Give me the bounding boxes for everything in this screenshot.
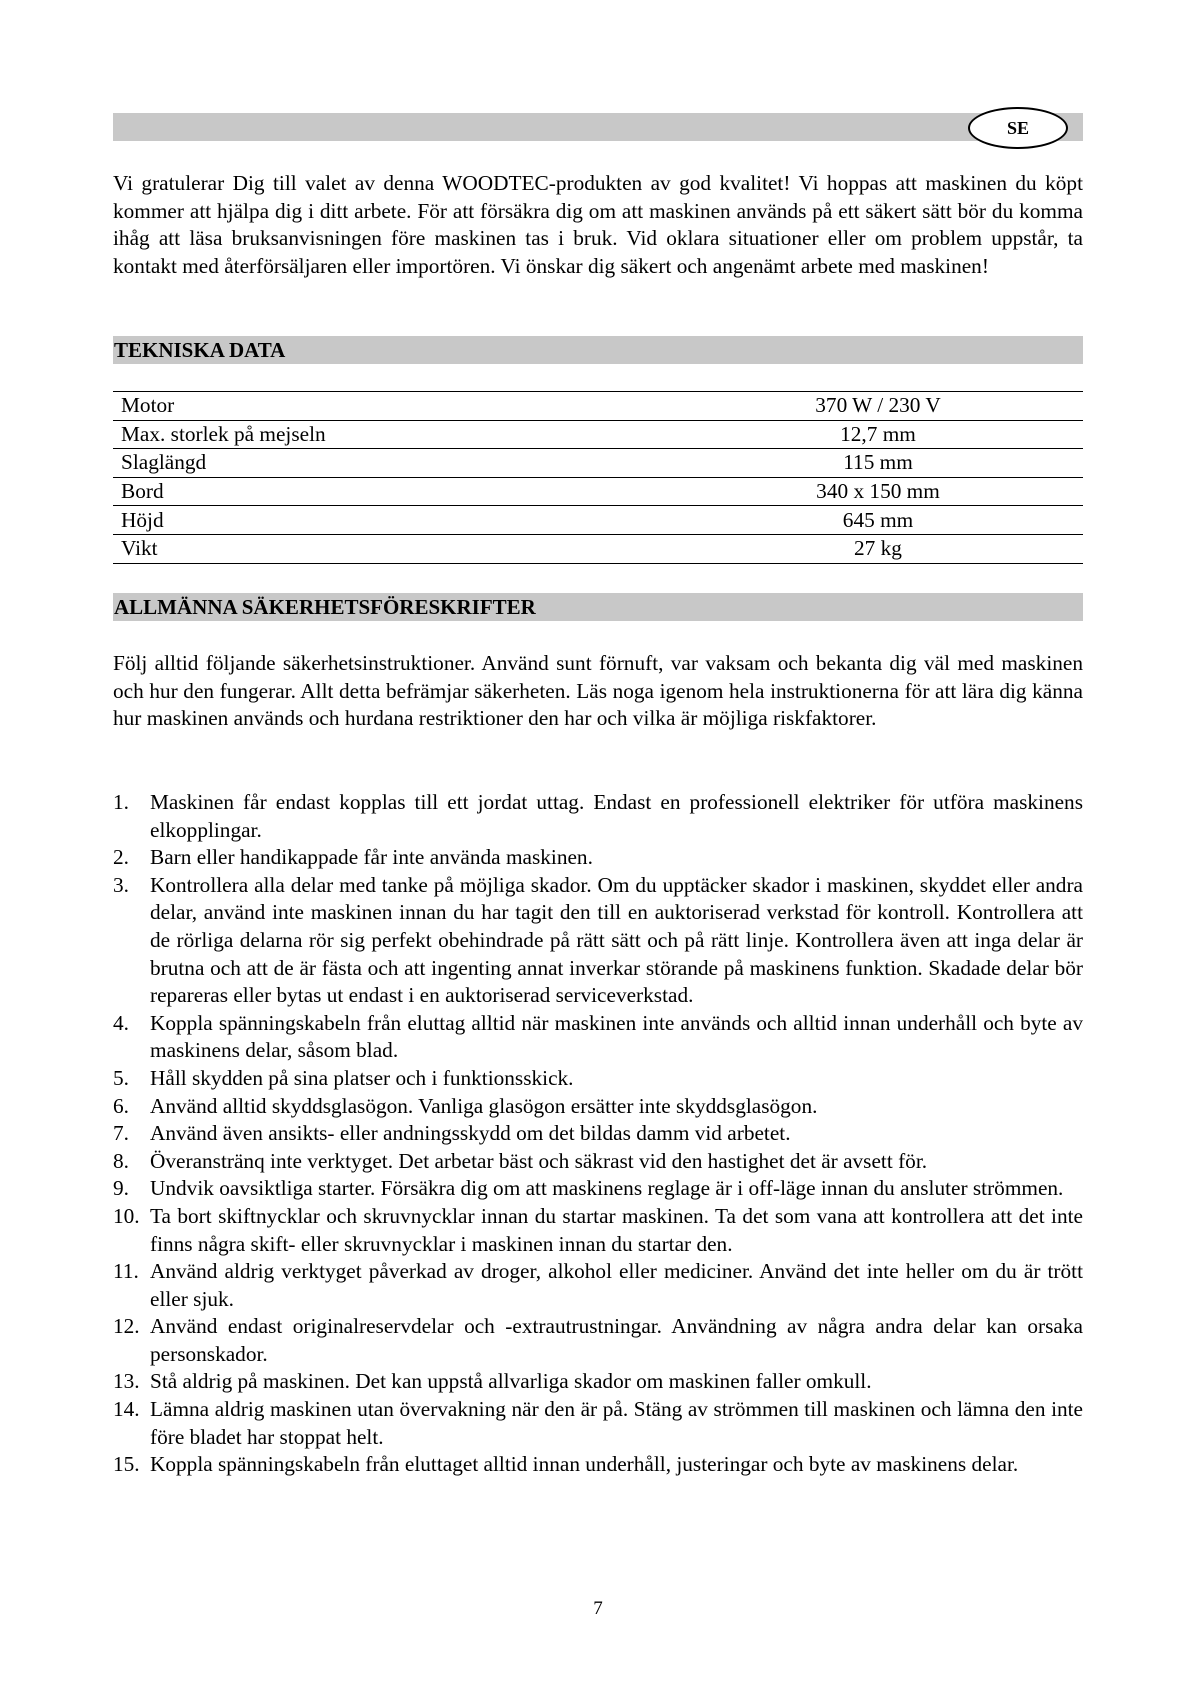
list-item-text: Använd aldrig verktyget påverkad av droger, alkohol eller mediciner. Använd det inte heller om du är trött eller sjuk. (150, 1259, 1083, 1311)
list-item-number: 14. (113, 1397, 140, 1422)
list-item (113, 872, 1083, 1010)
list-item (113, 789, 1083, 844)
list-item-number: 9. (113, 1176, 129, 1201)
list-item (113, 1065, 1083, 1093)
technical-data-table (113, 391, 1083, 564)
list-item-number: 6. (113, 1093, 129, 1118)
list-item (113, 1148, 1083, 1176)
spec-value: 12,7 mm (673, 420, 1083, 449)
list-item-number: 12. (113, 1314, 140, 1339)
page-number: 7 (593, 1598, 603, 1619)
list-item (113, 1368, 1083, 1396)
spec-label: Motor (113, 392, 673, 421)
spec-value: 370 W / 230 V (673, 392, 1083, 421)
list-item-number: 5. (113, 1065, 129, 1090)
list-item-number: 3. (113, 872, 129, 897)
spec-value: 115 mm (673, 449, 1083, 478)
list-item (113, 1313, 1083, 1368)
safety-rules-list (113, 789, 1083, 1479)
document-page (113, 0, 1083, 1684)
list-item (113, 844, 1083, 872)
list-item-text: Undvik oavsiktliga starter. Försäkra dig om att maskinens reglage är i off-läge innan du ansluter strömmen. (150, 1176, 1064, 1201)
list-item (113, 1451, 1083, 1479)
list-item (113, 1396, 1083, 1451)
spec-value: 27 kg (673, 534, 1083, 563)
list-item-number: 11. (113, 1259, 139, 1284)
list-item-text: Använd alltid skyddsglasögon. Vanliga glasögon ersätter inte skyddsglasögon. (150, 1093, 818, 1118)
table-row (113, 506, 1083, 535)
table-row (113, 449, 1083, 478)
list-item (113, 1010, 1083, 1065)
list-item-text: Koppla spänningskabeln från eluttaget alltid innan underhåll, justeringar och byte av maskinens delar. (150, 1452, 1019, 1477)
list-item-text: Använd även ansikts- eller andningsskydd om det bildas damm vid arbetet. (150, 1121, 791, 1146)
list-item (113, 1093, 1083, 1121)
list-item-text: Barn eller handikappade får inte använda maskinen. (150, 845, 593, 870)
spec-label: Slaglängd (113, 449, 673, 478)
safety-intro-paragraph: Följ alltid följande säkerhetsinstruktioner. Använd sunt förnuft, var vaksam och bekanta dig väl med maskinen och hur den fungerar. Allt detta befrämjar säkerheten. Läs noga igenom hela instruktionerna för att lära dig känna hur maskinen används och hurdana restriktioner den har och vilka är möjliga riskfaktorer. (113, 651, 1083, 731)
list-item-text: Stå aldrig på maskinen. Det kan uppstå allvarliga skador om maskinen faller omkull. (150, 1369, 872, 1394)
list-item-text: Använd endast originalreservdelar och -extrautrustningar. Användning av några andra delar kan orsaka personskador. (150, 1314, 1083, 1366)
spec-label: Max. storlek på mejseln (113, 420, 673, 449)
table-row (113, 477, 1083, 506)
list-item-text: Överanstränq inte verktyget. Det arbetar bäst och säkrast vid den hastighet det är avsett för. (150, 1148, 928, 1173)
list-item (113, 1203, 1083, 1258)
list-item-text: Maskinen får endast kopplas till ett jordat uttag. Endast en professionell elektriker för utföra maskinens elkopplingar. (150, 790, 1083, 842)
list-item-text: Koppla spänningskabeln från eluttag alltid när maskinen inte används och alltid innan underhåll och byte av maskinens delar, såsom blad. (150, 1010, 1083, 1063)
list-item-number: 15. (113, 1452, 140, 1477)
spec-label: Höjd (113, 506, 673, 535)
safety-heading: ALLMÄNNA SÄKERHETSFÖRESKRIFTER (113, 593, 1083, 621)
list-item-text: Ta bort skiftnycklar och skruvnycklar innan du startar maskinen. Ta det som vana att kontrollera att det inte finns några skift- eller skruvnycklar i maskinen innan du startar den. (150, 1203, 1083, 1256)
list-item-number: 8. (113, 1148, 129, 1173)
language-badge: SE (968, 107, 1068, 149)
header-bar (113, 113, 1083, 141)
technical-data-heading: TEKNISKA DATA (113, 336, 1083, 364)
spec-value: 340 x 150 mm (673, 477, 1083, 506)
list-item-number: 4. (113, 1010, 129, 1035)
list-item-number: 7. (113, 1121, 129, 1146)
list-item-text: Lämna aldrig maskinen utan övervakning när den är på. Stäng av strömmen till maskinen och lämna den inte före bladet har stoppat helt. (150, 1397, 1083, 1449)
spec-value: 645 mm (673, 506, 1083, 535)
list-item (113, 1258, 1083, 1313)
list-item-number: 13. (113, 1369, 140, 1394)
list-item-number: 1. (113, 790, 129, 814)
table-row (113, 534, 1083, 563)
list-item (113, 1120, 1083, 1148)
table-row (113, 392, 1083, 421)
table-row (113, 420, 1083, 449)
list-item-text: Kontrollera alla delar med tanke på möjliga skador. Om du upptäcker skador i maskinen, skyddet eller andra delar, använd inte maskinen innan du har tagit den till en auktoriserad verkstad för kontroll. Kontrollera att de rörliga delarna rör sig perfekt obehindrade på rätt sätt och på rätt linje. Kontrollera även att inga delar är brutna och att de är fästa och att ingenting annat inverkar störande på maskinens funktion. Skadade delar bör repareras eller bytas ut endast i en auktoriserad serviceverkstad. (150, 872, 1083, 1008)
spec-label: Vikt (113, 534, 673, 563)
list-item-text: Håll skydden på sina platser och i funktionsskick. (150, 1065, 574, 1090)
list-item-number: 10. (113, 1203, 140, 1228)
intro-paragraph: Vi gratulerar Dig till valet av denna WOODTEC-produkten av god kvalitet! Vi hoppas att maskinen du köpt kommer att hjälpa dig i ditt arbete. För att försäkra dig om att maskinen används på ett säkert sätt bör du komma ihåg att läsa bruksanvisningen före maskinen tas i bruk. Vid oklara situationer eller om problem uppstår, ta kontakt med återförsäljaren eller importören. Vi önskar dig säkert och angenämt arbete med maskinen! (113, 171, 1083, 278)
spec-label: Bord (113, 477, 673, 506)
list-item-number: 2. (113, 845, 129, 870)
list-item (113, 1175, 1083, 1203)
